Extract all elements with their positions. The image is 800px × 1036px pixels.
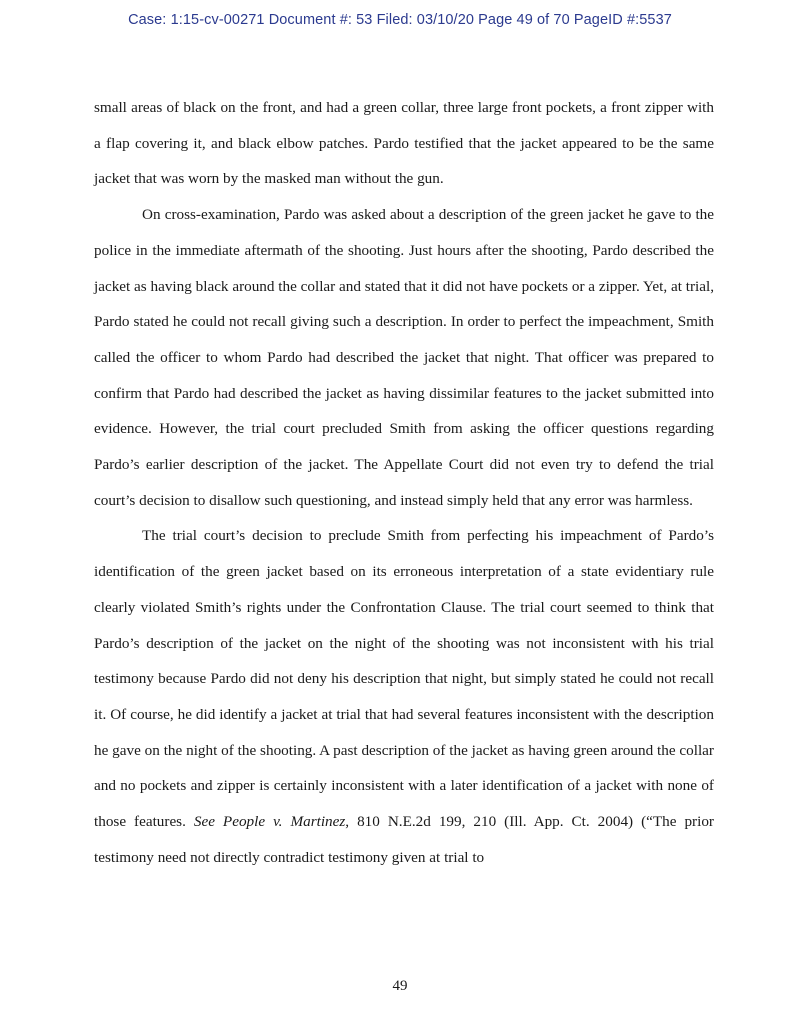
page-number: 49 (392, 978, 408, 994)
paragraph-text-after-citation: , 810 N.E.2d 199, 210 (Ill. App. Ct. 2004) (“The prior testimony need not directly contradict testimony given at trial to (94, 813, 714, 866)
paragraph-text-before-citation: The trial court’s decision to preclude Smith from perfecting his impeachment of Pardo’s identification of the green jacket based on its erroneous interpretation of a state evidentiary rule clearly violated Smith’s rights under the Confrontation Clause. The trial court seemed to think that Pardo’s description of the jacket on the night of the shooting was not inconsistent with his trial testimony because Pardo did not deny his description that night, but simply stated he could not recall it. Of course, he did identify a jacket at trial that had several features inconsistent with the description he gave on the night of the shooting. A past description of the jacket as having green around the collar and no pockets and zipper is certainly inconsistent with a later identification of a jacket with none of those features. (94, 527, 714, 831)
paragraph-continuation: small areas of black on the front, and had a green collar, three large front pockets, a front zipper with a flap covering it, and black elbow patches. Pardo testified that the jacket appeared to be the same jacket that was worn by the masked man without the gun. (94, 99, 714, 188)
paragraph-confrontation-clause (94, 518, 714, 875)
paragraph-cross-examination: On cross-examination, Pardo was asked about a description of the green jacket he gave to the police in the immediate aftermath of the shooting. Just hours after the shooting, Pardo described the jacket as having black around the collar and stated that it did not have pockets or a zipper. Yet, at trial, Pardo stated he could not recall giving such a description. In order to perfect the impeachment, Smith called the officer to whom Pardo had described the jacket that night. That officer was prepared to confirm that Pardo had described the jacket as having dissimilar features to the jacket submitted into evidence. However, the trial court precluded Smith from asking the officer questions regarding Pardo’s earlier description of the jacket. The Appellate Court did not even try to defend the trial court’s decision to disallow such questioning, and instead simply held that any error was harmless. (94, 206, 714, 509)
case-citation: See People v. Martinez (193, 813, 346, 831)
document-body (94, 90, 714, 875)
case-header: Case: 1:15-cv-00271 Document #: 53 Filed: 03/10/20 Page 49 of 70 PageID #:5537 (128, 12, 672, 28)
